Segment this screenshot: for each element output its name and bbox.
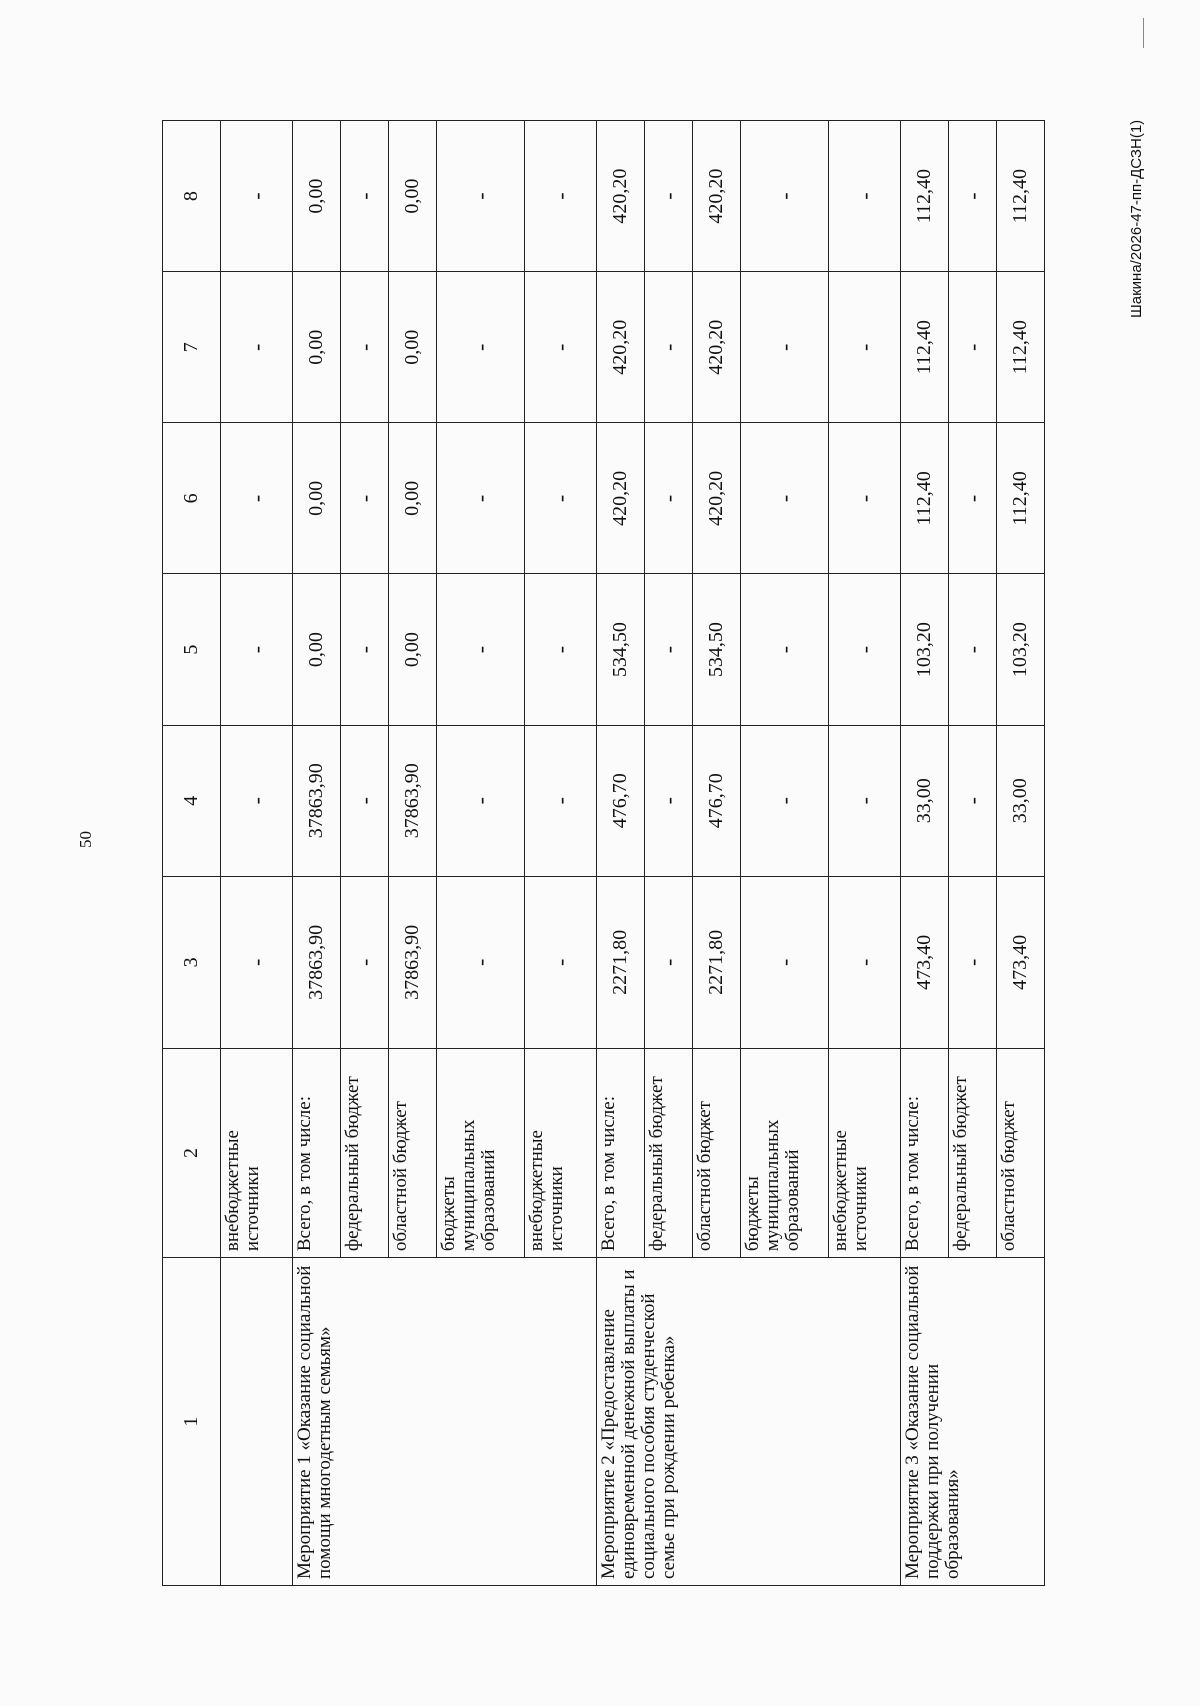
value-cell: -	[645, 121, 693, 272]
source-cell: областной бюджет	[997, 1048, 1045, 1257]
value-cell: 0,00	[293, 574, 341, 725]
header-cell: 5	[163, 574, 221, 725]
value-cell: 112,40	[997, 423, 1045, 574]
value-cell: 37863,90	[389, 876, 437, 1048]
value-cell: -	[645, 574, 693, 725]
value-cell: -	[341, 423, 389, 574]
source-cell: бюджеты муниципальных образований	[741, 1048, 829, 1257]
table-row	[597, 121, 645, 1586]
value-cell: 0,00	[389, 272, 437, 423]
budget-table	[162, 120, 1045, 1586]
table-row	[901, 121, 949, 1586]
value-cell: 112,40	[997, 121, 1045, 272]
source-cell: Всего, в том числе:	[901, 1048, 949, 1257]
header-cell: 1	[163, 1258, 221, 1586]
value-cell: -	[741, 121, 829, 272]
table-row	[293, 121, 341, 1586]
value-cell: -	[525, 725, 597, 876]
value-cell: -	[525, 876, 597, 1048]
value-cell: 112,40	[901, 272, 949, 423]
event-cell: Мероприятие 2 «Предоставление единовременной денежной выплаты и социального пособия студенческой семье при рождении ребенка»	[597, 1258, 901, 1586]
value-cell: -	[645, 423, 693, 574]
event-cell: Мероприятие 1 «Оказание социальной помощи многодетным семьям»	[293, 1258, 597, 1586]
document-code: Шакина/2026-47-пп-ДСЗН(1)	[1128, 119, 1145, 318]
source-cell: внебюджетные источники	[221, 1048, 293, 1257]
value-cell: -	[341, 574, 389, 725]
value-cell: 37863,90	[293, 876, 341, 1048]
value-cell: 476,70	[597, 725, 645, 876]
value-cell: -	[221, 121, 293, 272]
value-cell: -	[525, 574, 597, 725]
value-cell: -	[949, 272, 997, 423]
value-cell: 420,20	[597, 423, 645, 574]
event-cell: Мероприятие 3 «Оказание социальной поддержки при получении образования»	[901, 1258, 1045, 1586]
value-cell: 33,00	[901, 725, 949, 876]
value-cell: 420,20	[693, 423, 741, 574]
value-cell: 112,40	[997, 272, 1045, 423]
table-header-row	[163, 121, 221, 1586]
value-cell: 0,00	[293, 272, 341, 423]
source-cell: внебюджетные источники	[829, 1048, 901, 1257]
value-cell: -	[741, 272, 829, 423]
value-cell: -	[341, 725, 389, 876]
value-cell: 534,50	[693, 574, 741, 725]
value-cell: -	[741, 574, 829, 725]
value-cell: -	[645, 272, 693, 423]
value-cell: -	[341, 876, 389, 1048]
value-cell: -	[829, 574, 901, 725]
header-cell: 3	[163, 876, 221, 1048]
value-cell: -	[829, 121, 901, 272]
value-cell: -	[437, 272, 525, 423]
value-cell: 33,00	[997, 725, 1045, 876]
source-cell: Всего, в том числе:	[293, 1048, 341, 1257]
value-cell: -	[221, 574, 293, 725]
value-cell: -	[525, 121, 597, 272]
value-cell: -	[741, 725, 829, 876]
budget-table-rotated	[162, 120, 1044, 1586]
value-cell: 420,20	[597, 121, 645, 272]
event-cell	[221, 1258, 293, 1586]
value-cell: -	[341, 121, 389, 272]
value-cell: 0,00	[389, 121, 437, 272]
value-cell: -	[949, 574, 997, 725]
value-cell: 420,20	[693, 272, 741, 423]
value-cell: -	[221, 272, 293, 423]
value-cell: 420,20	[693, 121, 741, 272]
value-cell: -	[437, 121, 525, 272]
value-cell: -	[741, 876, 829, 1048]
source-cell: областной бюджет	[693, 1048, 741, 1257]
value-cell: 2271,80	[597, 876, 645, 1048]
value-cell: 103,20	[997, 574, 1045, 725]
value-cell: -	[437, 725, 525, 876]
header-cell: 2	[163, 1048, 221, 1257]
value-cell: 473,40	[997, 876, 1045, 1048]
value-cell: 103,20	[901, 574, 949, 725]
source-cell: областной бюджет	[389, 1048, 437, 1257]
source-cell: федеральный бюджет	[949, 1048, 997, 1257]
source-cell: федеральный бюджет	[341, 1048, 389, 1257]
value-cell: 420,20	[597, 272, 645, 423]
header-cell: 4	[163, 725, 221, 876]
value-cell: 473,40	[901, 876, 949, 1048]
value-cell: 534,50	[597, 574, 645, 725]
source-cell: бюджеты муниципальных образований	[437, 1048, 525, 1257]
value-cell: 112,40	[901, 121, 949, 272]
value-cell: 0,00	[389, 574, 437, 725]
page-number: 50	[76, 831, 95, 848]
value-cell: -	[949, 121, 997, 272]
value-cell: -	[437, 574, 525, 725]
value-cell: -	[829, 725, 901, 876]
value-cell: 0,00	[389, 423, 437, 574]
value-cell: -	[525, 272, 597, 423]
value-cell: -	[829, 876, 901, 1048]
value-cell: -	[645, 725, 693, 876]
source-cell: федеральный бюджет	[645, 1048, 693, 1257]
value-cell: -	[525, 423, 597, 574]
value-cell: 2271,80	[693, 876, 741, 1048]
header-cell: 7	[163, 272, 221, 423]
value-cell: -	[341, 272, 389, 423]
value-cell: -	[221, 876, 293, 1048]
value-cell: 0,00	[293, 121, 341, 272]
value-cell: -	[949, 423, 997, 574]
value-cell: -	[741, 423, 829, 574]
value-cell: 0,00	[293, 423, 341, 574]
value-cell: 37863,90	[389, 725, 437, 876]
scan-edge-mark	[1143, 18, 1144, 48]
value-cell: 112,40	[901, 423, 949, 574]
header-cell: 8	[163, 121, 221, 272]
value-cell: 476,70	[693, 725, 741, 876]
value-cell: -	[437, 876, 525, 1048]
value-cell: -	[949, 876, 997, 1048]
value-cell: -	[829, 423, 901, 574]
value-cell: -	[645, 876, 693, 1048]
value-cell: -	[221, 725, 293, 876]
value-cell: 37863,90	[293, 725, 341, 876]
value-cell: -	[949, 725, 997, 876]
source-cell: внебюджетные источники	[525, 1048, 597, 1257]
source-cell: Всего, в том числе:	[597, 1048, 645, 1257]
value-cell: -	[829, 272, 901, 423]
value-cell: -	[221, 423, 293, 574]
table-row	[221, 121, 293, 1586]
value-cell: -	[437, 423, 525, 574]
header-cell: 6	[163, 423, 221, 574]
